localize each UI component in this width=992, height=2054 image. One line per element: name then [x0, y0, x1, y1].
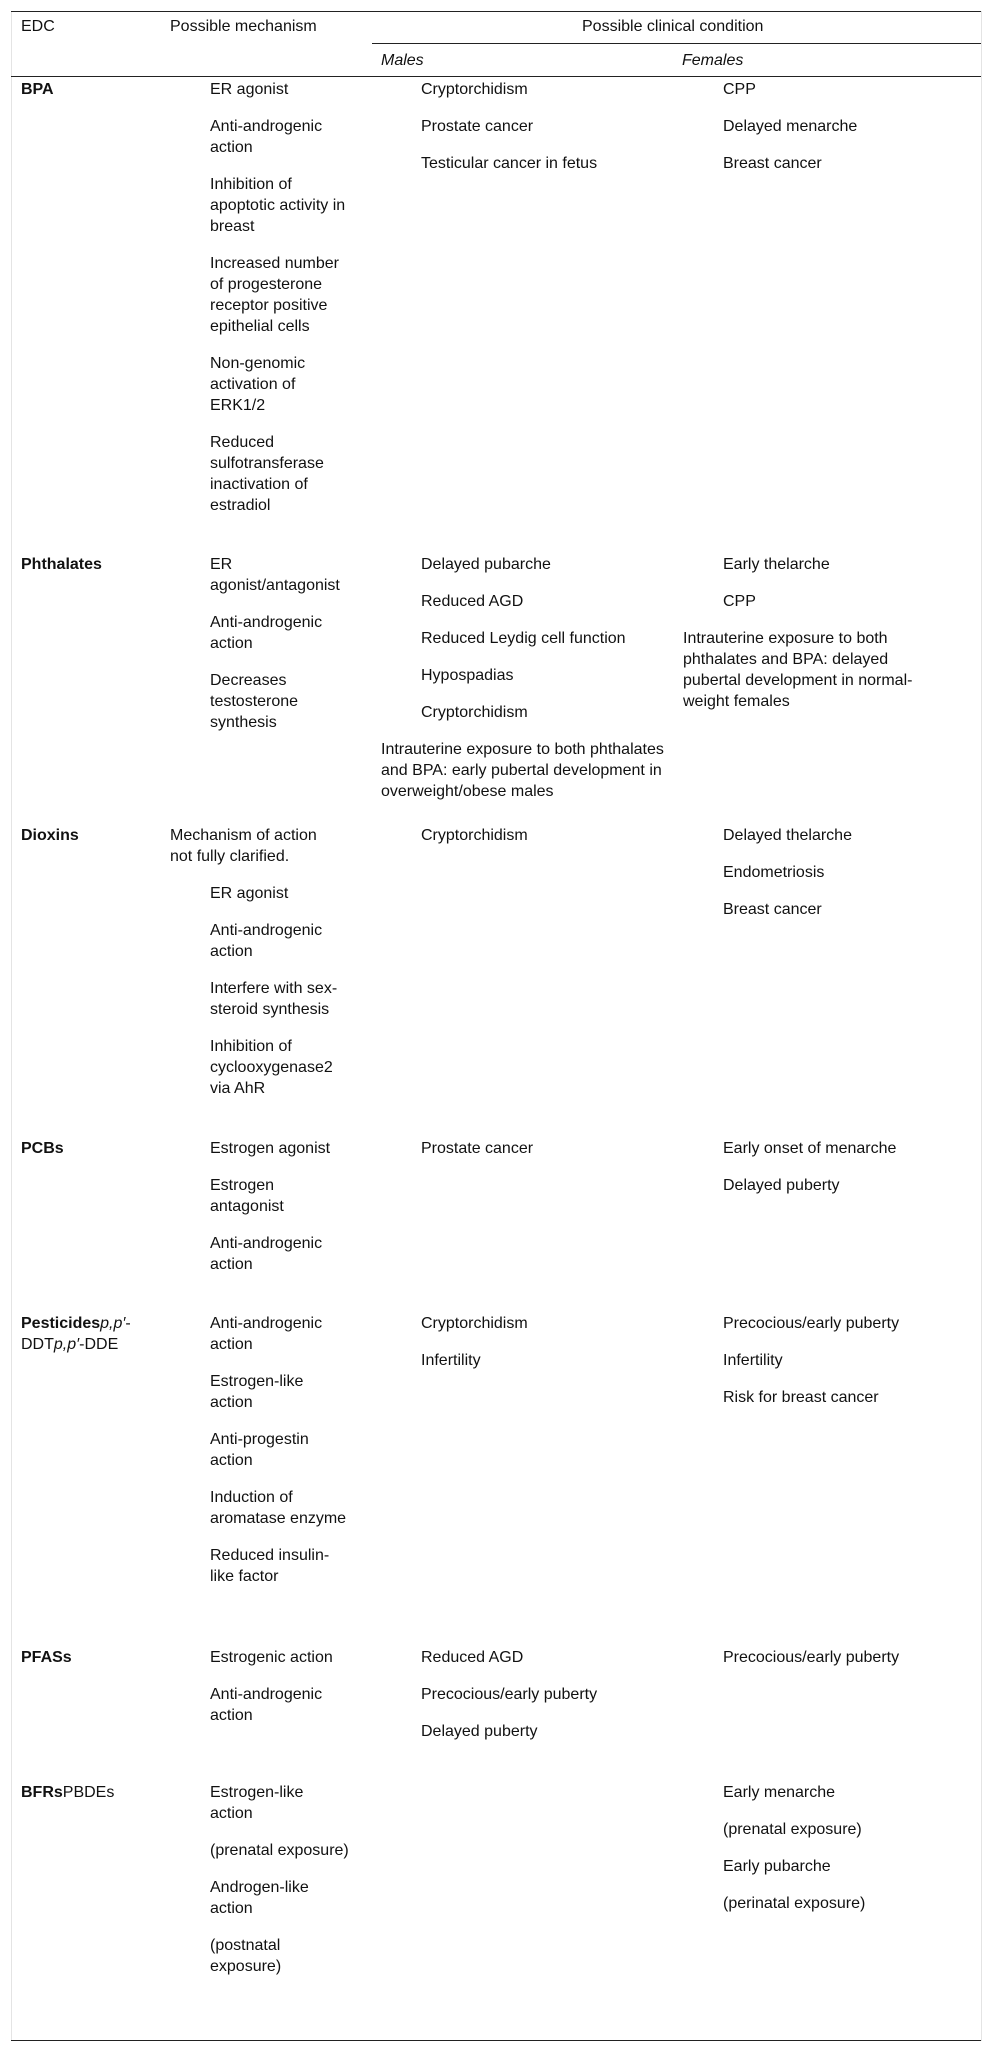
edc-pfass: PFASs [21, 1649, 72, 1666]
list-item: Testicular cancer in fetus [421, 155, 598, 172]
pesticides-males [421, 1313, 701, 1387]
list-item: Androgen-like action [210, 1879, 309, 1917]
header-mechanism: Possible mechanism [170, 18, 317, 35]
header-bottom-rule [11, 76, 981, 77]
list-item: ER agonist [210, 81, 289, 98]
list-item: Early menarche [723, 1784, 836, 1801]
list-item: Hypospadias [421, 667, 514, 684]
list-item: Delayed puberty [421, 1723, 538, 1740]
list-item: Precocious/early puberty [723, 1649, 900, 1666]
list-item: ER agonist/antagonist [210, 556, 340, 594]
pcbs-mechanisms [210, 1138, 350, 1291]
pesticides-isomer-1: p,p′ [100, 1315, 126, 1332]
bfrs-mechanisms [210, 1782, 350, 1993]
list-item: Estrogen antagonist [210, 1177, 284, 1215]
list-item: Estrogenic action [210, 1649, 333, 1666]
list-item: Breast cancer [723, 155, 822, 172]
bfrs-label: BFRs [21, 1784, 63, 1801]
list-item: Anti-progestin action [210, 1431, 309, 1469]
list-item: Estrogen-like action [210, 1784, 304, 1822]
list-item: Delayed puberty [723, 1177, 840, 1194]
list-item: Delayed thelarche [723, 827, 852, 844]
list-item: ER agonist [210, 885, 289, 902]
phthalates-mechanisms [210, 554, 360, 749]
list-item: Prostate cancer [421, 1140, 534, 1157]
list-item: CPP [723, 593, 756, 610]
bpa-males [421, 79, 701, 190]
list-item: Anti-androgenic action [210, 1235, 323, 1273]
list-item: Induction of aromatase enzyme [210, 1489, 347, 1527]
edc-pcbs: PCBs [21, 1140, 64, 1157]
list-item: (perinatal exposure) [723, 1895, 866, 1912]
list-item: (postnatal exposure) [210, 1937, 282, 1975]
header-females: Females [682, 52, 744, 69]
list-item: (prenatal exposure) [723, 1821, 862, 1838]
phthalates-females [723, 554, 983, 628]
table-top-rule [11, 11, 981, 12]
list-item: Reduced insulin-like factor [210, 1547, 330, 1585]
pesticides-females [723, 1313, 983, 1424]
pesticides-mechanisms [210, 1313, 350, 1603]
list-item: Precocious/early puberty [723, 1315, 900, 1332]
list-item: Decreases testosterone synthesis [210, 672, 299, 731]
pcbs-males [421, 1138, 701, 1175]
list-item: Risk for breast cancer [723, 1389, 879, 1406]
list-item: Delayed menarche [723, 118, 858, 135]
list-item: Anti-androgenic action [210, 1315, 323, 1353]
list-item: Increased number of progesterone receptor positive epithelial cells [210, 255, 339, 335]
list-item: Precocious/early puberty [421, 1686, 598, 1703]
bpa-females [723, 79, 983, 190]
edc-pesticides [21, 1313, 141, 1355]
list-item: Breast cancer [723, 901, 822, 918]
list-item: Early onset of menarche [723, 1140, 897, 1157]
pcbs-females [723, 1138, 983, 1212]
dioxins-males [421, 825, 701, 862]
phthalates-males-note: Intrauterine exposure to both phthalates and BPA: early pubertal development in overweight/obese males [381, 741, 664, 800]
list-item: Reduced Leydig cell function [421, 630, 626, 647]
list-item: Interfere with sex-steroid synthesis [210, 980, 338, 1018]
list-item: CPP [723, 81, 756, 98]
edc-phthalates: Phthalates [21, 556, 102, 573]
header-edc: EDC [21, 18, 55, 35]
dioxins-females [723, 825, 983, 936]
list-item: Reduced AGD [421, 593, 524, 610]
edc-bfrs [21, 1782, 114, 1803]
dioxins-mechanism-note: Mechanism of action not fully clarified. [170, 827, 317, 865]
list-item: Reduced AGD [421, 1649, 524, 1666]
header-clinical-condition: Possible clinical condition [582, 18, 764, 35]
edc-dioxins: Dioxins [21, 827, 79, 844]
header-males: Males [381, 52, 424, 69]
pesticides-dde: -DDE [79, 1336, 119, 1353]
list-item: Infertility [421, 1352, 481, 1369]
list-item: Anti-androgenic action [210, 1686, 323, 1724]
list-item: Infertility [723, 1352, 783, 1369]
bfrs-females [723, 1782, 983, 1930]
list-item: Cryptorchidism [421, 827, 528, 844]
list-item: Estrogen agonist [210, 1140, 331, 1157]
dioxins-mechanisms [210, 883, 350, 1115]
list-item: Anti-androgenic action [210, 614, 323, 652]
pesticides-ddt: -DDT [21, 1315, 131, 1353]
phthalates-females-note: Intrauterine exposure to both phthalates and BPA: delayed pubertal development in normal-weight females [683, 630, 913, 710]
list-item: Delayed pubarche [421, 556, 551, 573]
phthalates-males [421, 554, 701, 739]
list-item: Endometriosis [723, 864, 825, 881]
list-item: Cryptorchidism [421, 1315, 528, 1332]
list-item: Estrogen-like action [210, 1373, 304, 1411]
clinical-subheader-rule [372, 43, 981, 44]
pfass-mechanisms [210, 1647, 350, 1742]
pesticides-label: Pesticides [21, 1315, 101, 1332]
list-item: Anti-androgenic action [210, 118, 323, 156]
list-item: Prostate cancer [421, 118, 534, 135]
pfass-females [723, 1647, 983, 1684]
bpa-mechanisms [210, 79, 350, 532]
list-item: Inhibition of cyclooxygenase2 via AhR [210, 1038, 333, 1097]
list-item: Anti-androgenic action [210, 922, 323, 960]
bfrs-subclass: PBDEs [62, 1784, 115, 1801]
pfass-males [421, 1647, 701, 1758]
list-item: Early thelarche [723, 556, 830, 573]
list-item: Reduced sulfotransferase inactivation of estradiol [210, 434, 324, 514]
table-bottom-rule [11, 2040, 981, 2041]
list-item: Cryptorchidism [421, 704, 528, 721]
list-item: Cryptorchidism [421, 81, 528, 98]
list-item: (prenatal exposure) [210, 1842, 349, 1859]
edc-bpa: BPA [21, 81, 54, 98]
list-item: Inhibition of apoptotic activity in breast [210, 176, 346, 235]
list-item: Non-genomic activation of ERK1/2 [210, 355, 306, 414]
list-item: Early pubarche [723, 1858, 831, 1875]
pesticides-isomer-2: p,p′ [53, 1336, 80, 1353]
